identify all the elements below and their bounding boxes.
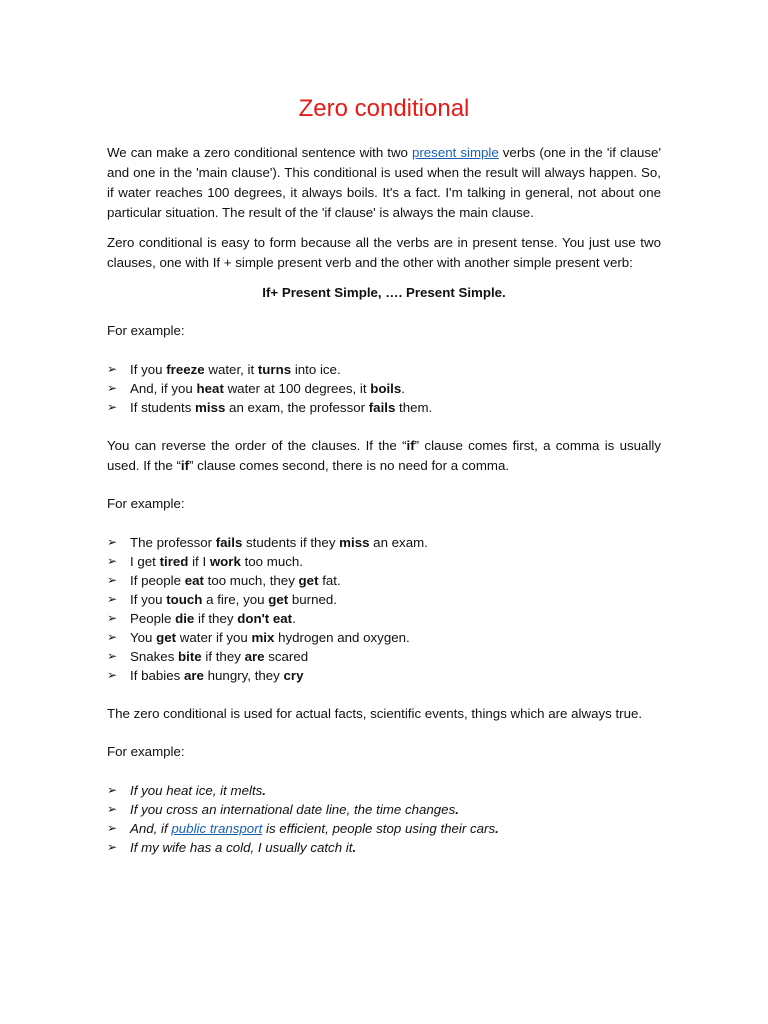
- text-segment: a fire, you: [202, 592, 269, 607]
- formula-line: If+ Present Simple, …. Present Simple.: [262, 285, 506, 300]
- document-body: [107, 94, 661, 876]
- arrow-bullet-icon: [107, 819, 121, 838]
- bold-text: bite: [178, 649, 202, 664]
- list-item: [130, 590, 661, 609]
- for-example-label-2: For example:: [107, 496, 185, 511]
- bold-text: touch: [166, 592, 203, 607]
- arrow-bullet-icon: [107, 360, 121, 379]
- bold-text: miss: [195, 400, 226, 415]
- bold-text: .: [352, 840, 357, 855]
- arrow-bullet-icon: [107, 609, 121, 628]
- bold-text: get: [156, 630, 177, 645]
- intro-text-after: verbs (one in the 'if clause' and one in the 'main clause'). This conditional is used when the result will always happen. So, if water reaches 100 degrees, it always boils. It's a fact. I'm talking in general, not about one particular situation. The result of the 'if clause' is always the main clause.: [107, 145, 661, 220]
- arrow-bullet-icon: [107, 628, 121, 647]
- text-segment: water at 100 degrees, it: [223, 381, 371, 396]
- bold-text: fails: [215, 535, 243, 550]
- facts-paragraph: The zero conditional is used for actual facts, scientific events, things which are always true.: [107, 706, 643, 721]
- text-segment: If you cross an international date line, the time changes: [130, 802, 456, 817]
- bold-text: cry: [283, 668, 304, 683]
- arrow-bullet-icon: [107, 838, 121, 857]
- list-item: [130, 552, 661, 571]
- text-segment: If babies: [130, 668, 184, 683]
- arrow-bullet-icon: [107, 590, 121, 609]
- formation-paragraph: Zero conditional is easy to form because all the verbs are in present tense. You just use two clauses, one with If + simple present verb and the other with another simple present verb:: [107, 235, 661, 270]
- text-segment: too much, they: [203, 573, 299, 588]
- text-segment: People: [130, 611, 176, 626]
- bold-text: .: [455, 802, 459, 817]
- list-item: [130, 571, 661, 590]
- bold-text: miss: [339, 535, 370, 550]
- bold-text: freeze: [166, 362, 205, 377]
- text-segment: if I: [188, 554, 210, 569]
- list-item: [130, 647, 661, 666]
- list-item: [130, 666, 661, 685]
- text-segment: You: [130, 630, 157, 645]
- example-list-3: [107, 781, 661, 857]
- list-item: [130, 819, 661, 838]
- bold-text: heat: [196, 381, 224, 396]
- text-segment: fat.: [318, 573, 341, 588]
- text-segment: if they: [201, 649, 245, 664]
- arrow-bullet-icon: [107, 781, 121, 800]
- bold-text: .: [262, 783, 266, 798]
- bold-text: don't eat: [237, 611, 293, 626]
- text-segment: hydrogen and oxygen.: [274, 630, 410, 645]
- inline-link[interactable]: public transport: [171, 821, 263, 836]
- text-segment: if they: [194, 611, 238, 626]
- text-segment: If you heat ice, it melts: [130, 783, 263, 798]
- for-example-label-1: For example:: [107, 323, 185, 338]
- text-segment: If people: [130, 573, 185, 588]
- list-item: [130, 398, 661, 417]
- bold-text: fails: [368, 400, 396, 415]
- list-item: [130, 609, 661, 628]
- arrow-bullet-icon: [107, 800, 121, 819]
- text-segment: an exam.: [369, 535, 428, 550]
- bold-text: turns: [257, 362, 292, 377]
- text-segment: .: [292, 611, 296, 626]
- bold-text: work: [209, 554, 241, 569]
- reverse-order-paragraph: [107, 436, 661, 476]
- text-segment: students if they: [242, 535, 340, 550]
- text-segment: an exam, the professor: [225, 400, 369, 415]
- present-simple-link[interactable]: present simple: [411, 145, 499, 160]
- page-title: Zero conditional: [298, 95, 470, 122]
- text-segment: ” clause comes first, a comma is usually used. If the “: [107, 438, 661, 473]
- bold-text: tired: [159, 554, 189, 569]
- bold-text: mix: [251, 630, 275, 645]
- text-segment: is efficient, people stop using their cars: [262, 821, 496, 836]
- arrow-bullet-icon: [107, 379, 121, 398]
- bold-text: boils: [370, 381, 402, 396]
- list-item: [130, 781, 661, 800]
- arrow-bullet-icon: [107, 666, 121, 685]
- text-segment: scared: [264, 649, 309, 664]
- bold-text: get: [298, 573, 319, 588]
- list-item: [130, 533, 661, 552]
- intro-text-before: We can make a zero conditional sentence with two: [107, 145, 412, 160]
- text-segment: ” clause comes second, there is no need for a comma.: [189, 458, 510, 473]
- bold-text: are: [183, 668, 204, 683]
- text-segment: .: [401, 381, 405, 396]
- intro-paragraph: [107, 143, 661, 223]
- text-segment: The professor: [130, 535, 216, 550]
- text-segment: too much.: [240, 554, 303, 569]
- list-item: [130, 838, 661, 857]
- arrow-bullet-icon: [107, 647, 121, 666]
- arrow-bullet-icon: [107, 571, 121, 590]
- example-list-2: [107, 533, 661, 685]
- example-list-1: [107, 360, 661, 417]
- text-segment: into ice.: [291, 362, 341, 377]
- bold-text: eat: [184, 573, 204, 588]
- bold-text: are: [244, 649, 265, 664]
- text-segment: water, it: [204, 362, 258, 377]
- list-item: [130, 360, 661, 379]
- bold-text: die: [175, 611, 195, 626]
- bold-text: if: [180, 458, 190, 473]
- text-segment: And, if: [130, 821, 172, 836]
- text-segment: If students: [130, 400, 196, 415]
- list-item: [130, 800, 661, 819]
- for-example-label-3: For example:: [107, 744, 185, 759]
- text-segment: them.: [395, 400, 433, 415]
- text-segment: I get: [130, 554, 160, 569]
- text-segment: Snakes: [130, 649, 179, 664]
- text-segment: If you: [130, 362, 167, 377]
- bold-text: get: [268, 592, 289, 607]
- text-segment: You can reverse the order of the clauses. If the “: [107, 438, 407, 453]
- bold-text: .: [495, 821, 499, 836]
- text-segment: And, if you: [130, 381, 197, 396]
- list-item: [130, 379, 661, 398]
- list-item: [130, 628, 661, 647]
- text-segment: If you: [130, 592, 167, 607]
- bold-text: if: [406, 438, 415, 453]
- text-segment: burned.: [288, 592, 337, 607]
- text-segment: hungry, they: [203, 668, 284, 683]
- arrow-bullet-icon: [107, 533, 121, 552]
- text-segment: water if you: [176, 630, 252, 645]
- arrow-bullet-icon: [107, 398, 121, 417]
- arrow-bullet-icon: [107, 552, 121, 571]
- text-segment: If my wife has a cold, I usually catch it: [130, 840, 353, 855]
